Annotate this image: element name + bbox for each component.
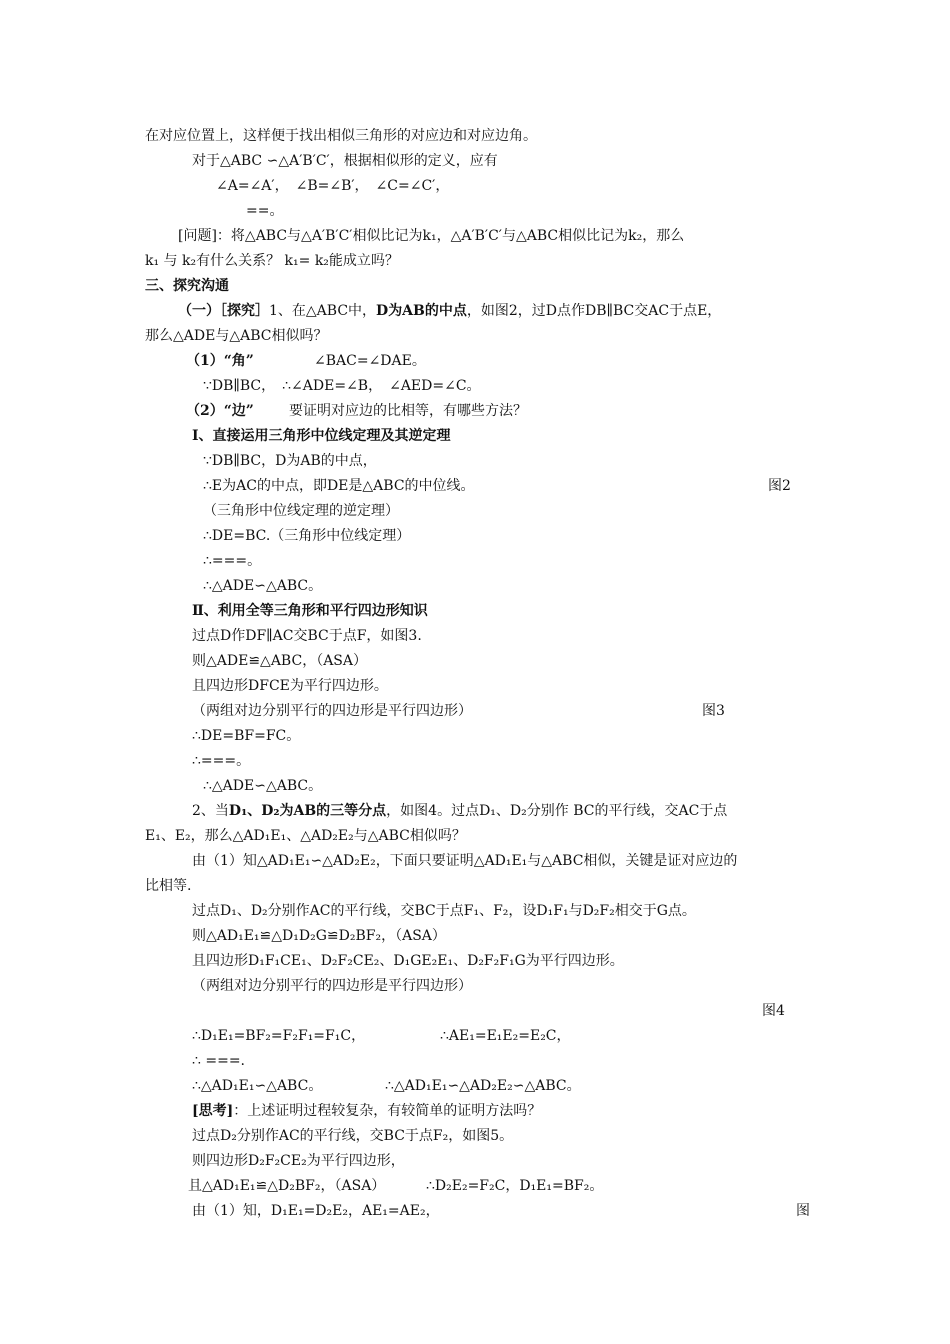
text-line: ∴D₂E₂=F₂C，D₁E₁=BF₂。 xyxy=(426,1178,604,1194)
text-line: 过点D作DF∥AC交BC于点F，如图3. xyxy=(192,628,422,644)
sub-heading: （1）“角” xyxy=(186,353,254,369)
text-line: 且△AD₁E₁≌△D₂BF₂，（ASA） xyxy=(188,1178,386,1194)
text-line: ∴DE=BC.（三角形中位线定理） xyxy=(203,528,411,544)
formula-line: ∠A=∠A′， ∠B=∠B′， ∠C=∠C′， xyxy=(216,178,450,194)
text-line: ∵DB∥BC， ∴∠ADE=∠B， ∠AED=∠C。 xyxy=(203,378,481,394)
text-line: （两组对边分别平行的四边形是平行四边形） xyxy=(192,978,472,994)
text-line: （两组对边分别平行的四边形是平行四边形） xyxy=(192,703,472,719)
text-line: 在对应位置上，这样便于找出相似三角形的对应边和对应边角。 xyxy=(145,128,537,144)
text-line: 那么△ADE与△ABC相似吗？ xyxy=(145,328,328,344)
text-line: （三角形中位线定理的逆定理） xyxy=(203,503,399,519)
formula-line: ∴===。 xyxy=(203,553,262,569)
text-line: ∵DB∥BC，D为AB的中点， xyxy=(203,453,377,469)
figure-label: 图2 xyxy=(768,478,791,494)
text-line: ∴DE=BF=FC。 xyxy=(192,728,301,744)
figure-label: 图4 xyxy=(762,1003,785,1019)
section-heading: 三、探究沟通 xyxy=(145,278,229,294)
text-line: ∴△ADE∽△ABC。 xyxy=(203,578,323,594)
text-line: ∴AE₁=E₁E₂=E₂C， xyxy=(440,1028,571,1044)
method-heading: Ⅰ、直接运用三角形中位线定理及其逆定理 xyxy=(192,428,451,444)
text-line: [问题]：将△ABC与△A′B′C′相似比记为k₁，△A′B′C′与△ABC相似比记为k₂，那么 xyxy=(178,228,685,244)
text-line: 要证明对应边的比相等，有哪些方法？ xyxy=(289,403,527,419)
text-line: 则△AD₁E₁≌△D₁D₂G≌D₂BF₂，（ASA） xyxy=(192,928,446,944)
text-line: ∠BAC=∠DAE。 xyxy=(314,353,426,369)
text-line: 则四边形D₂F₂CE₂为平行四边形， xyxy=(192,1153,405,1169)
text-line: 则△ADE≌△ABC，（ASA） xyxy=(192,653,367,669)
sub-heading: （2）“边” xyxy=(186,403,254,419)
text-line: 过点D₂分别作AC的平行线，交BC于点F₂，如图5。 xyxy=(192,1128,514,1144)
text-line: 比相等. xyxy=(145,878,192,894)
emphasis: D₁、D₂为AB的三等分点 xyxy=(228,803,387,819)
text-line: k₁ 与 k₂有什么关系？ k₁= k₂能成立吗？ xyxy=(145,253,399,269)
text-line: 由（1）知△AD₁E₁∽△AD₂E₂，下面只要证明△AD₁E₁与△ABC相似，关键是证对应边的 xyxy=(192,853,738,869)
text-line: [思考]：上述证明过程较复杂，有较简单的证明方法吗？ xyxy=(192,1103,542,1119)
text-line: 过点D₁、D₂分别作AC的平行线，交BC于点F₁、F₂，设D₁F₁与D₂F₂相交于G点。 xyxy=(192,903,696,919)
text-line: ∴D₁E₁=BF₂=F₂F₁=F₁C， xyxy=(192,1028,366,1044)
figure-label: 图3 xyxy=(702,703,725,719)
formula-line: ==。 xyxy=(246,203,284,219)
text-line: （一）［探究］1、在△ABC中，D为AB的中点，如图2，过D点作DB∥BC交AC于点E， xyxy=(178,303,722,319)
text-line: ∴△AD₁E₁∽△ABC。 xyxy=(192,1078,323,1094)
explore-label: （一）［探究］ xyxy=(178,303,269,319)
method-heading: Ⅱ、利用全等三角形和平行四边形知识 xyxy=(192,603,428,619)
text-line: ∴E为AC的中点，即DE是△ABC的中位线。 xyxy=(203,478,475,494)
text-line: 且四边形D₁F₁CE₁、D₂F₂CE₂、D₁GE₂E₁、D₂F₂F₁G为平行四边形。 xyxy=(192,953,624,969)
formula-line: ∴===。 xyxy=(192,753,251,769)
text-line: 对于△ABC ∽△A′B′C′，根据相似形的定义，应有 xyxy=(192,153,498,169)
text-line: ∴△ADE∽△ABC。 xyxy=(203,778,323,794)
text-line: 由（1）知，D₁E₁=D₂E₂，AE₁=AE₂， xyxy=(192,1203,440,1219)
emphasis: D为AB的中点 xyxy=(376,303,467,319)
formula-line: ∴ ===. xyxy=(192,1053,245,1069)
text-line: E₁、E₂，那么△AD₁E₁、△AD₂E₂与△ABC相似吗？ xyxy=(145,828,466,844)
text-line: 且四边形DFCE为平行四边形。 xyxy=(192,678,388,694)
text-line: 2、当D₁、D₂为AB的三等分点，如图4。过点D₁、D₂分别作 BC的平行线，交AC于点 xyxy=(192,803,728,819)
text-line: ∴△AD₁E₁∽△AD₂E₂∽△ABC。 xyxy=(385,1078,581,1094)
think-label: [思考] xyxy=(192,1103,234,1119)
figure-label: 图 xyxy=(796,1203,810,1219)
